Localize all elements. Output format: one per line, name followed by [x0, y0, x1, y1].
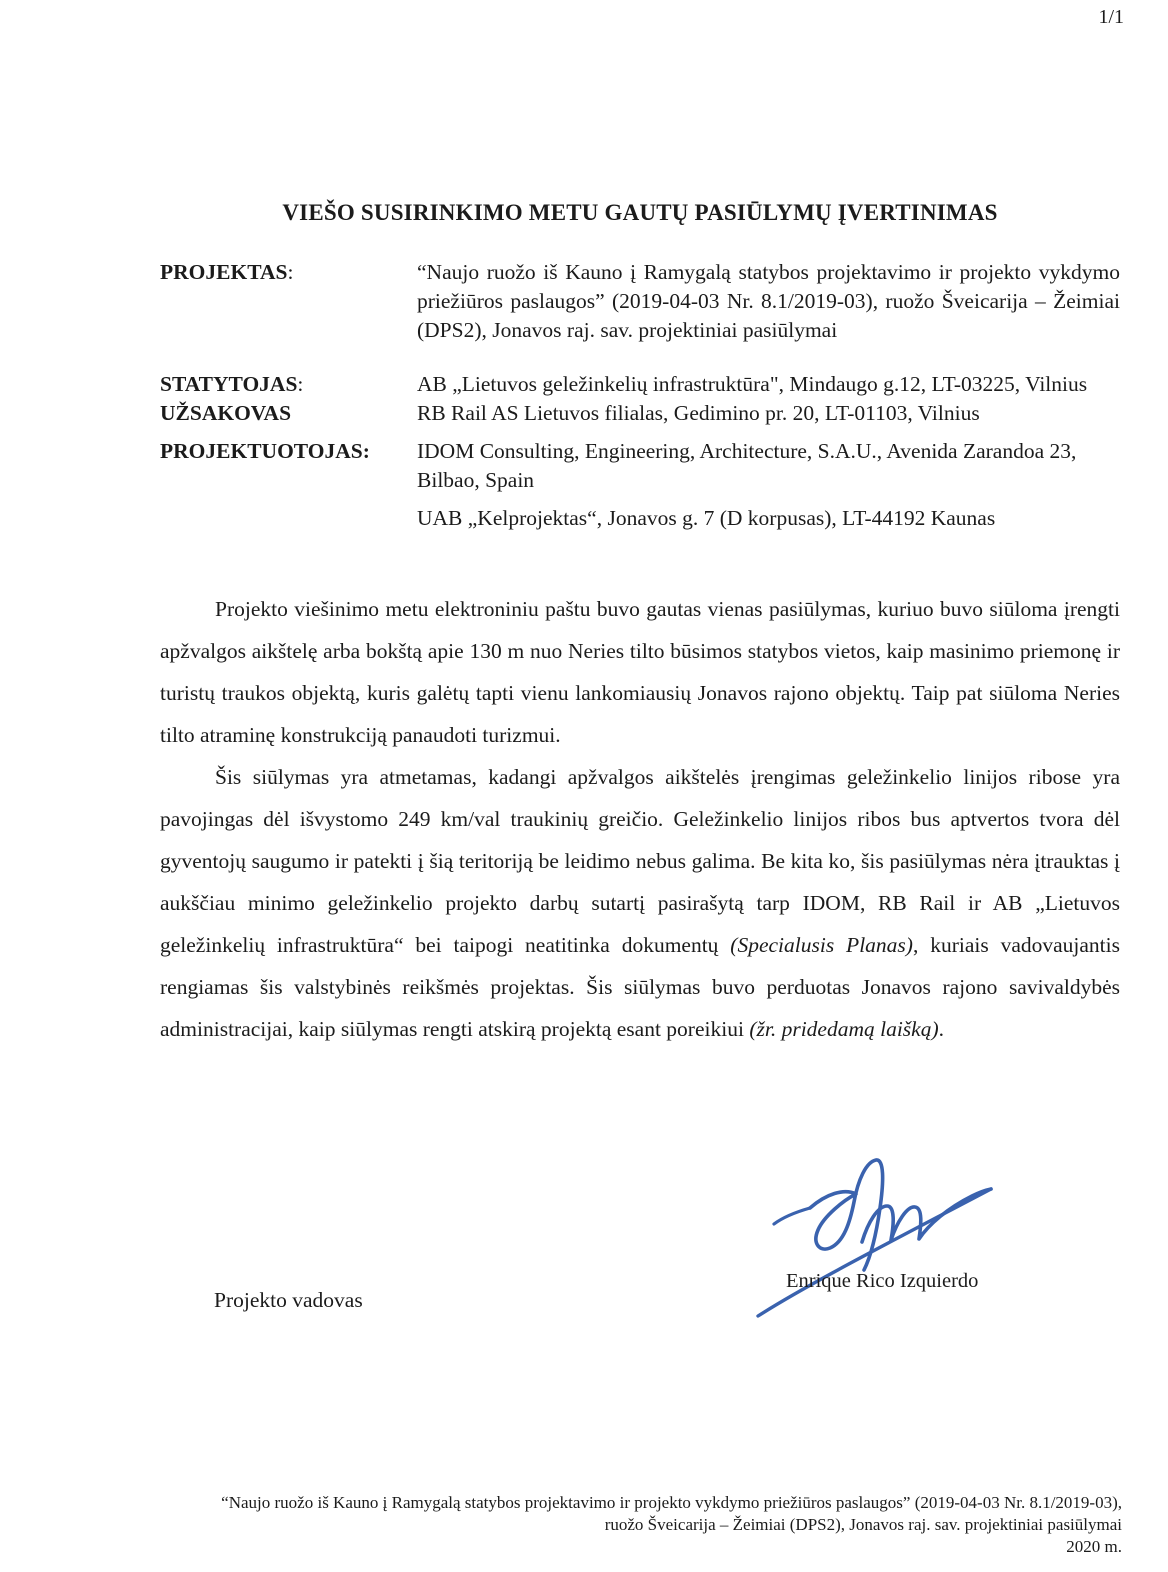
page-number: 1/1	[1098, 6, 1124, 28]
field-row-projektas	[160, 258, 1120, 345]
fields-block	[160, 258, 1120, 533]
handwritten-signature-icon	[748, 1146, 1008, 1326]
field-value-kelprojektas: UAB „Kelprojektas“, Jonavos g. 7 (D korpusas), LT-44192 Kaunas	[417, 506, 996, 530]
field-label-colon: :	[287, 260, 294, 284]
field-label-statytojas	[160, 370, 417, 399]
footer-line: ruožo Šveicarija – Žeimiai (DPS2), Jonavos raj. sav. projektiniai pasiūlymai	[604, 1515, 1122, 1534]
field-label-colon: :	[297, 372, 304, 396]
field-value-projektas: “Naujo ruožo iš Kauno į Ramygalą statybos projektavimo ir projekto vykdymo priežiūros paslaugos” (2019-04-03 Nr. 8.1/2019-03), ruožo Šveicarija – Žeimiai (DPS2), Jonavos raj. sav. projektiniai pasiūlymai	[417, 260, 1120, 342]
signature-image	[748, 1146, 1008, 1326]
field-value-projektuotojas: IDOM Consulting, Engineering, Architecture, S.A.U., Avenida Zarandoa 23, Bilbao, Spain	[417, 439, 1077, 492]
field-label-text: PROJEKTAS	[160, 260, 288, 284]
signer-role: Projekto vadovas	[214, 1288, 363, 1312]
field-value-uzsakovas: RB Rail AS Lietuvos filialas, Gedimino pr. 20, LT-01103, Vilnius	[417, 401, 980, 425]
document-title: VIEŠO SUSIRINKIMO METU GAUTŲ PASIŪLYMŲ ĮVERTINIMAS	[282, 200, 998, 225]
italic-phrase-specialusis-planas: (Specialusis Planas)	[730, 933, 913, 957]
field-label-colon: :	[362, 439, 370, 463]
field-value-statytojas: AB „Lietuvos geležinkelių infrastruktūra", Mindaugo g.12, LT-03225, Vilnius	[417, 372, 1088, 396]
field-label-text: STATYTOJAS	[160, 372, 298, 396]
field-row-projektuotojas	[160, 437, 1120, 495]
field-label-projektas	[160, 258, 417, 287]
field-row-uzsakovas	[160, 399, 1120, 428]
italic-phrase-pridedama-laiska: (žr. pridedamą laišką)	[749, 1017, 939, 1041]
field-label-projektuotojas	[160, 437, 417, 466]
field-label-text: PROJEKTUOTOJAS	[160, 439, 363, 463]
paragraph-1: Projekto viešinimo metu elektroniniu paštu buvo gautas vienas pasiūlymas, kuriuo buvo siūloma įrengti apžvalgos aikštelę arba bokštą apie 130 m nuo Neries tilto būsimos statybos vietos, kaip masinimo priemonę ir turistų traukos objektą, kuris galėtų tapti vienu lankomiausių Jonavos rajono objektų. Taip pat siūloma Neries tilto atraminę konstrukciją panaudoti turizmui.	[160, 597, 1120, 747]
footer-line: “Naujo ruožo iš Kauno į Ramygalą statybos projektavimo ir projekto vykdymo priežiūros paslaugos” (2019-04-03 Nr. 8.1/2019-03),	[221, 1493, 1122, 1512]
paragraph-2	[160, 756, 1120, 1050]
paragraph-2-text: Šis siūlymas yra atmetamas, kadangi apžvalgos aikštelės įrengimas geležinkelio linijos ribose yra pavojingas dėl išvystomo 249 km/val traukinių greičio. Geležinkelio linijos ribos bus aptvertos tvora dėl gyventojų saugumo ir patekti į šią teritoriją be leidimo nebus galima. Be kita ko, šis pasiūlymas nėra įtrauktas į aukščiau minimo geležinkelio projekto darbų sutartį pasirašytą tarp IDOM, RB Rail ir AB „Lietuvos geležinkelių infrastruktūra“ bei taipogi neatitinka dokumentų	[160, 765, 1120, 957]
field-row-kelprojektas	[160, 504, 1120, 533]
document-body	[160, 588, 1120, 1050]
field-row-statytojas	[160, 370, 1120, 399]
page-footer	[122, 1492, 1122, 1558]
footer-line: 2020 m.	[1066, 1537, 1122, 1556]
field-label-uzsakovas	[160, 399, 417, 428]
paragraph-2-text: , kuriais vadovaujantis rengiamas šis valstybinės reikšmės projektas. Šis siūlymas buvo perduotas Jonavos rajono savivaldybės administracijai, kaip siūlymas rengti atskirą projektą esant poreikiui	[160, 933, 1120, 1041]
signer-name: Enrique Rico Izquierdo	[786, 1270, 979, 1292]
paragraph-2-text: .	[938, 1017, 944, 1041]
field-label-text: UŽSAKOVAS	[160, 401, 292, 425]
